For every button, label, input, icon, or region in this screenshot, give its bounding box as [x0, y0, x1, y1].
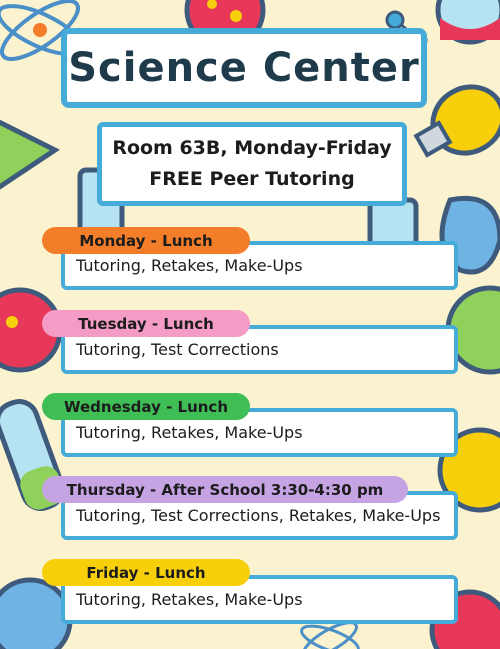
- friday-label-text: Friday - Lunch: [86, 563, 206, 582]
- monday-label-text: Monday - Lunch: [79, 231, 213, 250]
- thursday-label-text: Thursday - After School 3:30-4:30 pm: [66, 480, 384, 499]
- tuesday-label: [42, 310, 250, 337]
- friday-services: Tutoring, Retakes, Make-Ups: [76, 590, 303, 609]
- thursday-label: [42, 476, 408, 503]
- wednesday-services: Tutoring, Retakes, Make-Ups: [76, 423, 303, 442]
- monday-services: Tutoring, Retakes, Make-Ups: [76, 256, 303, 275]
- thursday-services: Tutoring, Test Corrections, Retakes, Make-Ups: [76, 506, 441, 525]
- petri-dish-icon: [0, 120, 55, 190]
- monday-label: [42, 227, 250, 254]
- wednesday-label-text: Wednesday - Lunch: [63, 397, 229, 416]
- wednesday-label: [42, 393, 250, 420]
- tuesday-services: Tutoring, Test Corrections: [76, 340, 279, 359]
- tutoring-line: FREE Peer Tutoring: [149, 168, 355, 190]
- title-box: [61, 28, 427, 108]
- light-bulb-icon: [416, 74, 500, 165]
- bottom-flask-icon: [0, 580, 70, 649]
- tuesday-label-text: Tuesday - Lunch: [78, 314, 214, 333]
- page-title: Science Center: [68, 45, 420, 91]
- subtitle-box: [97, 122, 407, 206]
- friday-label: [42, 559, 250, 586]
- location-line: Room 63B, Monday-Friday: [112, 137, 392, 159]
- round-flask-icon: [438, 0, 500, 42]
